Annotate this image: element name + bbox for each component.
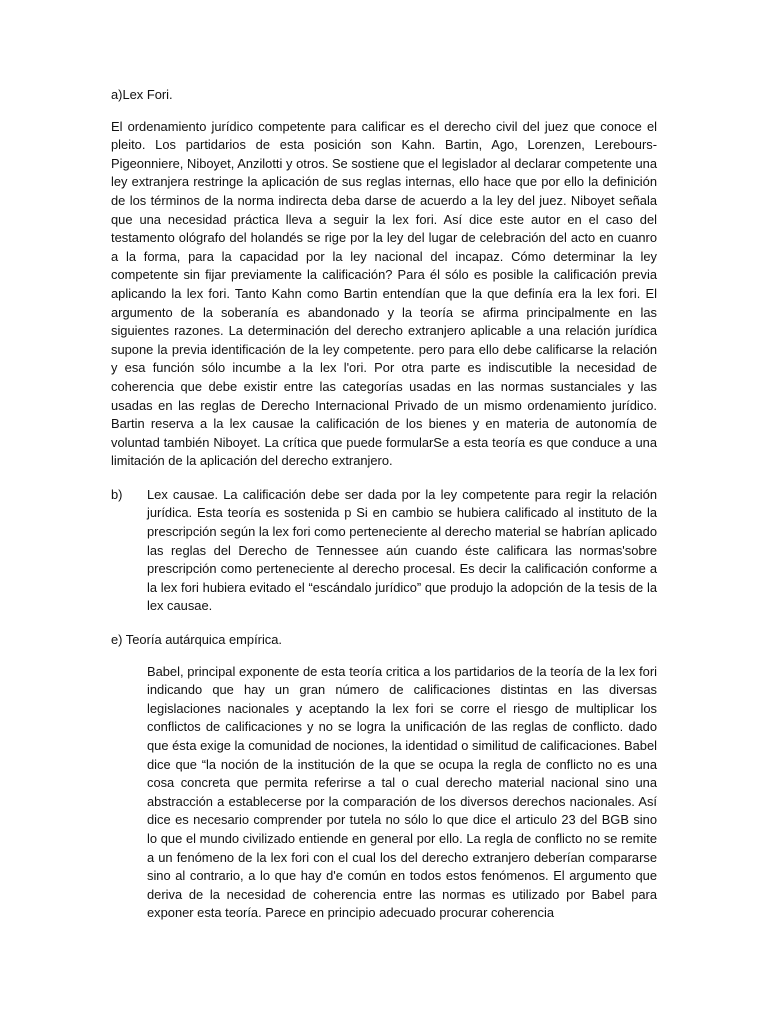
section-c-paragraph: Babel, principal exponente de esta teoría critica a los partidarios de la teoría de la lex fori indicando que hay un gran número de calificaciones distintas en las diversas legislaciones nacionales y aceptando la lex fori se corre el riesgo de multiplicar los conflictos de calificaciones y no se logra la unificación de las reglas de conflicto. dado que ésta exige la comunidad de nociones, la identidad o similitud de calificaciones. Babel dice que “la noción de la institución de la que se ocupa la regla de conflicto no es una cosa concreta que permita referirse a tal o cual derecho material nacional sino una abstracción a establecerse por la comparación de los diversos derechos nacionales. Así dice es necesario comprender por tutela no sólo lo que dice el articulo 23 del BGB sino lo que el mundo civilizado entiende en general por ello. La regla de conflicto no se remite a un fenómeno de la lex fori con el cual los del derecho extranjero deberían compararse sino al contrario, a lo que hay d'e común en todos estos fenómenos. El argumento que deriva de la necesidad de coherencia entre las normas es utilizado por Babel para exponer esta teoría. Parece en principio adecuado procurar coherencia bbox=[147, 663, 657, 921]
section-b-marker: b) bbox=[111, 486, 123, 502]
section-c-heading: e) Teoría autárquica empírica. bbox=[111, 632, 283, 648]
section-b-paragraph: Lex causae. La calificación debe ser dada por la ley competente para regir la relación jurídica. Esta teoría es sostenida p Si en cambio se hubiera calificado al instituto de la prescripción según la lex fori como perteneciente al derecho material se habrían aplicado las reglas del Derecho de Tennessee aún cuando éste calificara las normas'sobre prescripción como perteneciente al derecho procesal. Es decir la calificación conforme a la lex fori hubiera evitado el “escándalo jurídico” que produjo la adopción de la tesis de la lex causae. bbox=[147, 486, 657, 614]
section-a-paragraph: El ordenamiento jurídico competente para calificar es el derecho civil del juez que conoce el pleito. Los partidarios de esta posición son Kahn. Bartin, Ago, Lorenzen, Lerebours-Pigeonniere, Niboyet, Anzilotti y otros. Se sostiene que el legislador al declarar competente una ley extranjera restringe la aplicación de sus reglas internas, ello hace que por ello la definición de los términos de la norma indirecta deba darse de acuerdo a la ley del juez. Niboyet señala que una necesidad práctica lleva a seguir la lex fori. Así dice este autor en el caso del testamento ológrafo del holandés se rige por la ley del lugar de celebración del acto en cuanro a la forma, para la capacidad por la ley nacional del incapaz. Cómo determinar la ley competente sin fijar previamente la calificación? Para él sólo es posible la calificación previa aplicando la lex fori. Tanto Kahn como Bartin entendían que la que definía era la lex fori. El argumento de la soberanía es abandonado y la teoría se afirma principalmente en las siguientes razones. La determinación del derecho extranjero aplicable a una relación jurídica supone la previa identificación de la ley competente. pero para ello debe calificarse la relación y esa función sólo incumbe a la lex l'ori. Por otra parte es indiscutible la necesidad de coherencia que debe existir entre las categorías usadas en las normas sustanciales y las usadas en las reglas de Derecho Internacional Privado de un mismo ordenamiento jurídico. Bartin reserva a la lex causae la calificación de los bienes y en materia de autonomía de voluntad también Niboyet. La crítica que puede formularSe a esta teoría es que conduce a una limitación de la aplicación del derecho extranjero. bbox=[111, 118, 657, 469]
section-b-list-item bbox=[111, 486, 657, 616]
section-a-heading: a)Lex Fori. bbox=[111, 87, 173, 102]
